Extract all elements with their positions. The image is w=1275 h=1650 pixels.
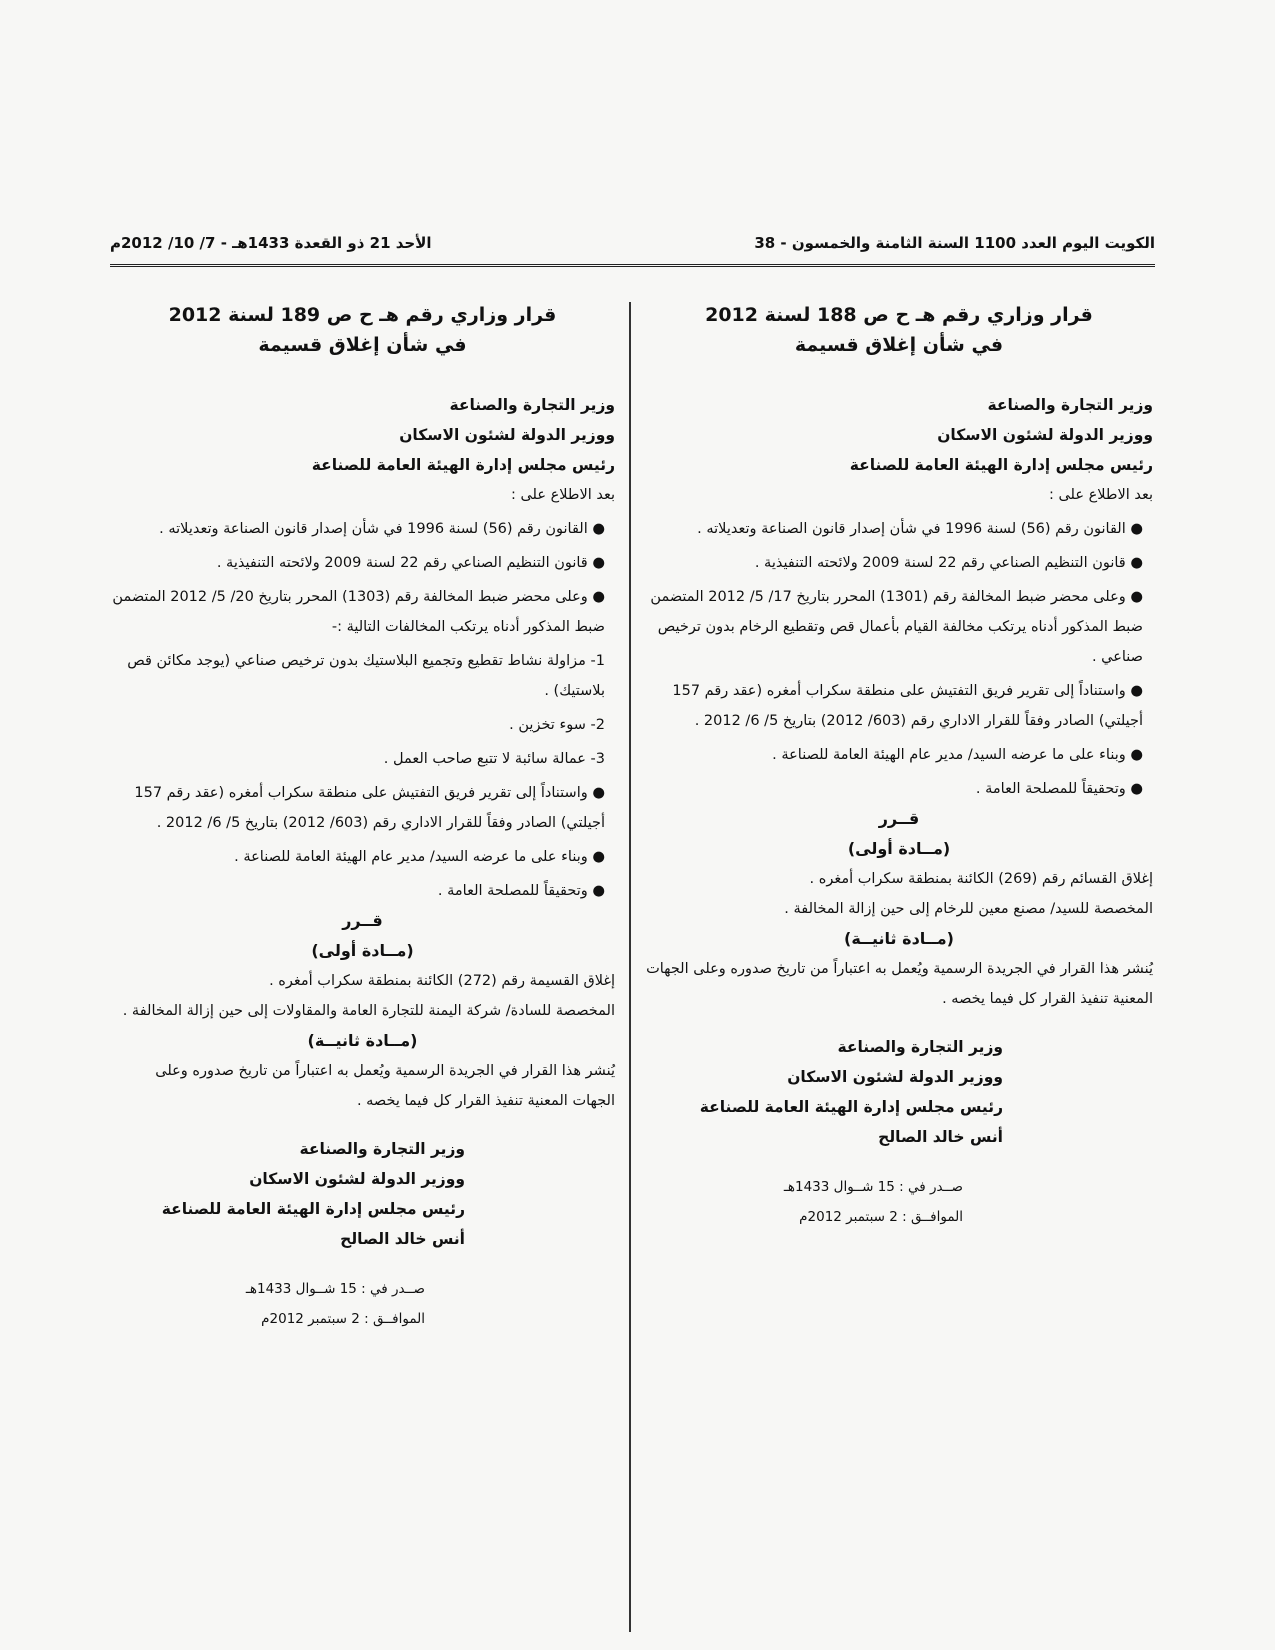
issue-date-block (645, 1172, 1153, 1232)
preamble-item: ● وتحقيقاً للمصلحة العامة . (975, 781, 1143, 797)
authority-line: ووزير الدولة لشئون الاسكان (937, 426, 1153, 444)
article-1-text: المخصصة للسادة/ شركة اليمنة للتجارة العامة والمقاولات إلى حين إزالة المخالفة . (122, 1003, 615, 1019)
authority-line: ووزير الدولة لشئون الاسكان (399, 426, 615, 444)
decree-189-title: قرار وزاري رقم هـ ح ص 189 لسنة 2012 (168, 304, 557, 326)
decree-189-column (110, 300, 615, 1334)
signature-block (110, 1134, 615, 1254)
decree-188-subject: في شأن إغلاق قسيمة (794, 334, 1004, 356)
preamble-item: ● قانون التنظيم الصناعي رقم 22 لسنة 2009 ولائحته التنفيذية . (754, 555, 1143, 571)
signature-block (645, 1032, 1153, 1152)
article-2-heading: (مــادة ثانيــة) (307, 1031, 418, 1050)
article-1-heading: (مــادة أولى) (311, 941, 414, 960)
article-1-heading: (مــادة أولى) (847, 839, 951, 858)
issue-date-block (110, 1274, 615, 1334)
article-1-text: إغلاق القسائم رقم (269) الكائنة بمنطقة سكراب أمغره . (809, 871, 1153, 887)
preamble-intro: بعد الاطلاع على : (510, 487, 615, 503)
signature-line: وزير التجارة والصناعة (837, 1038, 1003, 1056)
header-issue-info: الكويت اليوم العدد 1100 السنة الثامنة والخمسون - 38 (754, 234, 1155, 252)
issue-date-gregorian: الموافــق : 2 سبتمبر 2012م (261, 1311, 425, 1327)
decided-heading: قــرر (878, 809, 920, 828)
violation-item: 1- مزاولة نشاط تقطيع وتجميع البلاستيك بدون ترخيص صناعي (يوجد مكائن قص بلاستيك) . (127, 653, 605, 699)
issue-date-gregorian: الموافــق : 2 سبتمبر 2012م (799, 1209, 963, 1225)
authority-line: وزير التجارة والصناعة (449, 396, 615, 414)
preamble-item: ● وعلى محضر ضبط المخالفة رقم (1303) المحرر بتاريخ 20/ 5/ 2012 المتضمن ضبط المذكور أدناه يرتكب المخالفات التالية :- (112, 589, 605, 635)
authority-line: رئيس مجلس إدارة الهيئة العامة للصناعة (311, 456, 615, 474)
article-2-text: يُنشر هذا القرار في الجريدة الرسمية ويُعمل به اعتباراً من تاريخ صدوره وعلى الجهات المعنية تنفيذ القرار كل فيما يخصه . (646, 961, 1153, 1007)
signature-line: ووزير الدولة لشئون الاسكان (249, 1170, 465, 1188)
signature-line: رئيس مجلس إدارة الهيئة العامة للصناعة (161, 1200, 465, 1218)
issue-date-hijri: صــدر في : 15 شــوال 1433هـ (245, 1281, 425, 1297)
signature-line: رئيس مجلس إدارة الهيئة العامة للصناعة (699, 1098, 1003, 1116)
preamble-item: ● واستناداً إلى تقرير فريق التفتيش على منطقة سكراب أمغره (عقد رقم 157 أجيلتي) الصادر وفقاً للقرار الاداري رقم (603/ 2012) بتاريخ 5/ 6/ 2012 . (134, 785, 605, 831)
authority-line: وزير التجارة والصناعة (987, 396, 1153, 414)
decree-188-title: قرار وزاري رقم هـ ح ص 188 لسنة 2012 (705, 304, 1093, 326)
page-header (110, 228, 1155, 260)
decree-188-title-block (645, 300, 1153, 360)
preamble-item: ● قانون التنظيم الصناعي رقم 22 لسنة 2009 ولائحته التنفيذية . (216, 555, 605, 571)
preamble-item: ● وبناء على ما عرضه السيد/ مدير عام الهيئة العامة للصناعة . (772, 747, 1143, 763)
signatory-name: أنس خالد الصالح (340, 1230, 465, 1248)
signatory-name: أنس خالد الصالح (878, 1128, 1003, 1146)
article-1-text: المخصصة للسيد/ مصنع معين للرخام إلى حين إزالة المخالفة . (784, 901, 1153, 917)
decided-heading: قــرر (342, 911, 383, 930)
header-date: الأحد 21 ذو القعدة 1433هـ - 7/ 10/ 2012م (110, 234, 432, 252)
signature-line: وزير التجارة والصناعة (299, 1140, 465, 1158)
signature-line: ووزير الدولة لشئون الاسكان (787, 1068, 1003, 1086)
violation-item: 2- سوء تخزين . (509, 717, 605, 733)
violation-item: 3- عمالة سائبة لا تتبع صاحب العمل . (383, 751, 605, 767)
header-rule (110, 264, 1155, 267)
preamble-item: ● القانون رقم (56) لسنة 1996 في شأن إصدار قانون الصناعة وتعديلاته . (159, 521, 605, 537)
decree-189-subject: في شأن إغلاق قسيمة (258, 334, 467, 356)
decree-189-title-block (110, 300, 615, 360)
preamble-item: ● واستناداً إلى تقرير فريق التفتيش على منطقة سكراب أمغره (عقد رقم 157 أجيلتي) الصادر وفقاً للقرار الاداري رقم (603/ 2012) بتاريخ 5/ 6/ 2012 . (672, 683, 1143, 729)
article-2-heading: (مــادة ثانيــة) (844, 929, 954, 948)
preamble-item: ● وبناء على ما عرضه السيد/ مدير عام الهيئة العامة للصناعة . (234, 849, 605, 865)
preamble-intro: بعد الاطلاع على : (1048, 487, 1153, 503)
article-2-text: يُنشر هذا القرار في الجريدة الرسمية ويُعمل به اعتباراً من تاريخ صدوره وعلى الجهات المعنية تنفيذ القرار كل فيما يخصه . (155, 1063, 615, 1109)
authority-line: رئيس مجلس إدارة الهيئة العامة للصناعة (849, 456, 1153, 474)
decree-188-column (645, 300, 1153, 1232)
column-divider (629, 302, 631, 1632)
issue-date-hijri: صــدر في : 15 شــوال 1433هـ (783, 1179, 963, 1195)
preamble-item: ● القانون رقم (56) لسنة 1996 في شأن إصدار قانون الصناعة وتعديلاته . (697, 521, 1143, 537)
preamble-item: ● وتحقيقاً للمصلحة العامة . (437, 883, 605, 899)
article-1-text: إغلاق القسيمة رقم (272) الكائنة بمنطقة سكراب أمغره . (269, 973, 615, 989)
preamble-item: ● وعلى محضر ضبط المخالفة رقم (1301) المحرر بتاريخ 17/ 5/ 2012 المتضمن ضبط المذكور أدناه يرتكب مخالفة القيام بأعمال قص وتقطيع الرخام بدون ترخيص صناعي . (650, 589, 1143, 665)
